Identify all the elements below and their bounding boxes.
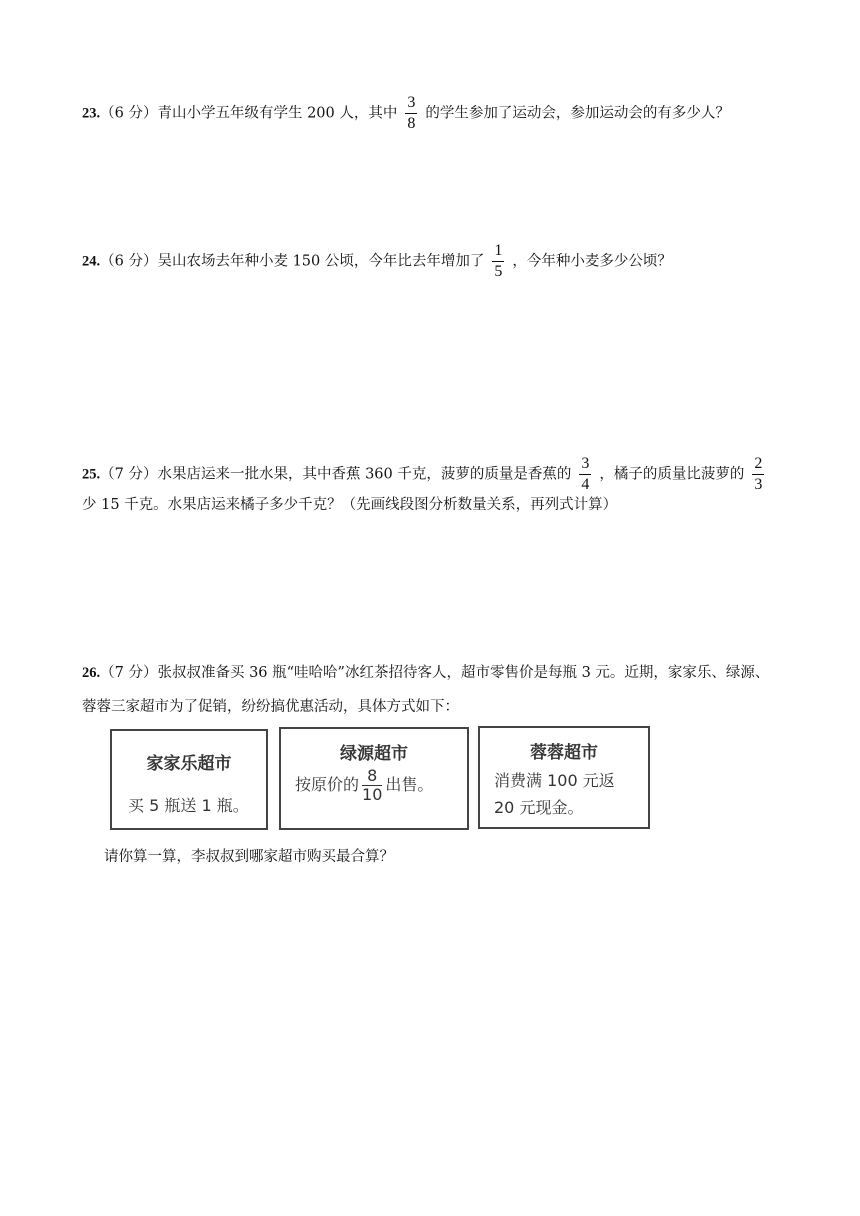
question-text: ，今年种小麦多少公顷？	[512, 253, 672, 270]
store-name: 家家乐超市	[146, 754, 232, 774]
question-26-line-2: 蓉蓉三家超市为了促销，纷纷搞优惠活动，具体方式如下：	[82, 699, 459, 715]
store-box-jiajiale	[110, 729, 268, 830]
question-text: 的学生参加了运动会，参加运动会的有多少人？	[425, 105, 730, 122]
question-number: 26	[82, 665, 97, 681]
question-text: 张叔叔准备买 36 瓶“哇哈哈”冰红茶招待客人，超市零售价是每瓶 3 元。近期，家家乐、绿源、	[157, 665, 770, 681]
question-score: （7 分）	[100, 466, 158, 483]
question-25: 25.（7 分）水果店运来一批水果，其中香蕉 360 千克，菠萝的质量是香蕉的 $\frac{3}{4}$ ，橘子的质量比菠萝的 $\frac{2}{3}$	[82, 455, 763, 493]
question-24: 24.（6 分）吴山农场去年种小麦 150 公顷，今年比去年增加了 $\frac{1}{5}$ ，今年种小麦多少公顷？	[82, 242, 672, 280]
fraction: $\frac{3}{8}$	[407, 94, 416, 132]
store-offer-line-1: 消费满 100 元返	[494, 771, 615, 790]
question-score: （6 分）	[100, 105, 158, 122]
question-26: 26.（7 分）张叔叔准备买 36 瓶“哇哈哈”冰红茶招待客人，超市零售价是每瓶 3 元。近期，家家乐、绿源、	[82, 665, 770, 681]
fraction: $\frac{3}{4}$	[581, 455, 590, 493]
question-text: ，橘子的质量比菠萝的	[599, 466, 745, 483]
question-25-line-2: 少 15 千克。水果店运来橘子多少千克？（先画线段图分析数量关系，再列式计算）	[82, 497, 618, 513]
question-text: 青山小学五年级有学生 200 人，其中	[157, 105, 398, 122]
store-name: 绿源超市	[340, 744, 408, 764]
store-box-lvyuan	[279, 727, 469, 830]
store-offer-line-2: 20 元现金。	[494, 798, 584, 817]
question-text: 水果店运来一批水果，其中香蕉 360 千克，菠萝的质量是香蕉的	[157, 466, 572, 483]
fraction: $\frac{1}{5}$	[494, 242, 503, 280]
fraction: $\frac{8}{10}$	[362, 766, 383, 804]
store-offer: 按原价的 $\frac{8}{10}$ 出售。	[295, 766, 434, 804]
question-26-prompt: 请你算一算，李叔叔到哪家超市购买最合算？	[104, 849, 394, 865]
question-text: 吴山农场去年种小麦 150 公顷，今年比去年增加了	[157, 253, 485, 270]
fraction: $\frac{2}{3}$	[754, 455, 763, 493]
question-number: 23	[82, 105, 97, 122]
question-number: 24	[82, 253, 97, 270]
question-score: （7 分）	[100, 665, 158, 681]
store-name: 蓉蓉超市	[530, 743, 598, 763]
question-23: 23.（6 分）青山小学五年级有学生 200 人，其中 $\frac{3}{8}$ 的学生参加了运动会，参加运动会的有多少人？	[82, 94, 730, 132]
question-number: 25	[82, 466, 97, 483]
store-box-rongrong	[478, 726, 650, 829]
question-score: （6 分）	[100, 253, 158, 270]
store-offer: 买 5 瓶送 1 瓶。	[128, 796, 249, 815]
